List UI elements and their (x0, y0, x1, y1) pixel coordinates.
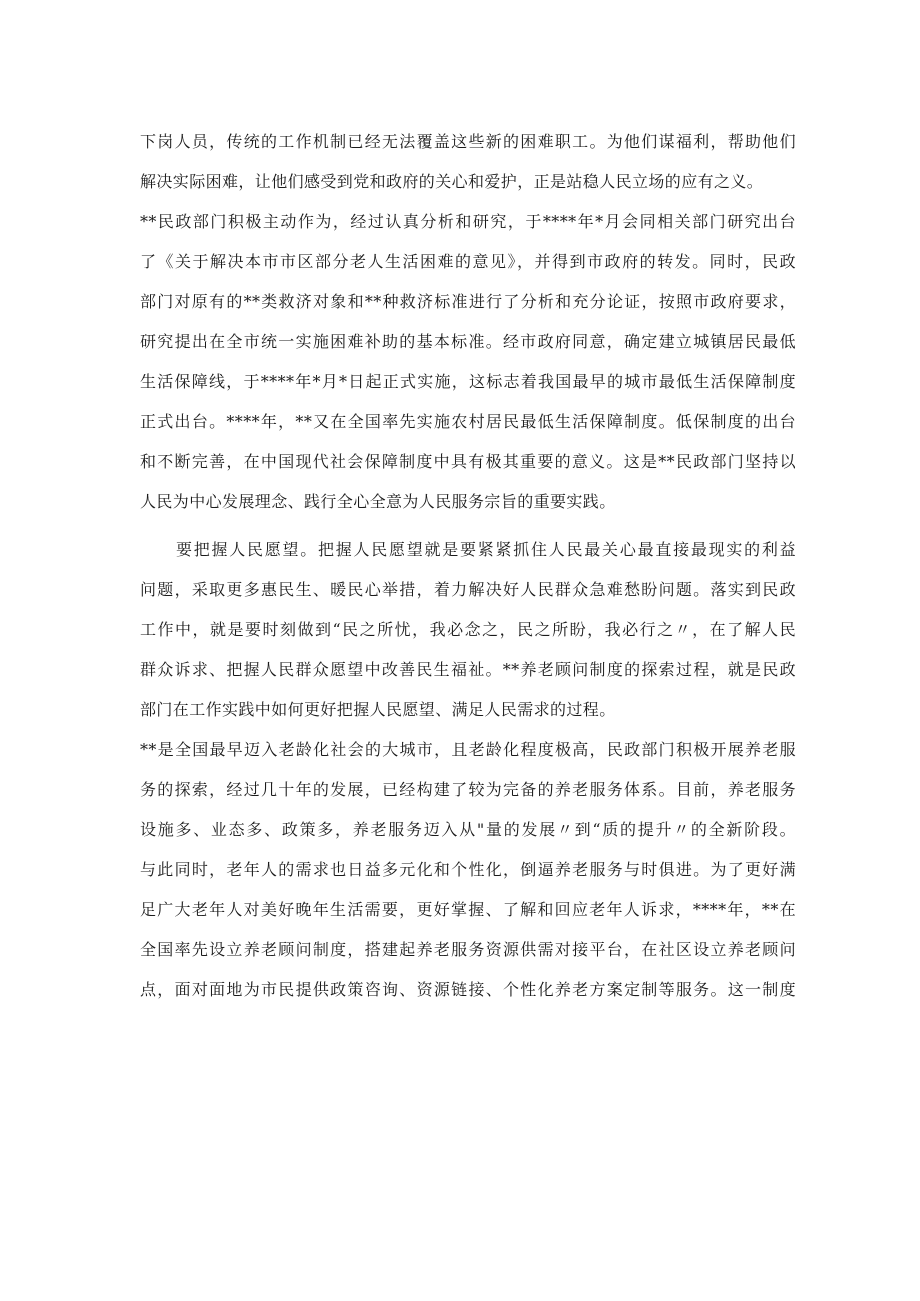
text-line: 足广大老年人对美好晚年生活需要，更好掌握、了解和回应老年人诉求，****年，**在 (140, 900, 796, 919)
text-line: 务的探索，经过几十年的发展，已经构建了较为完备的养老服务体系。目前，养老服务 (140, 780, 796, 799)
paragraph (140, 530, 796, 730)
text-line: 生活保障线，于****年*月*日起正式实施，这标志着我国最早的城市最低生活保障制度 (140, 372, 796, 391)
text-line: **民政部门积极主动作为，经过认真分析和研究，于****年*月会同相关部门研究出台 (140, 212, 796, 231)
text-line: 下岗人员，传统的工作机制已经无法覆盖这些新的困难职工。为他们谋福利，帮助他们 (140, 132, 796, 151)
text-line: 点，面对面地为市民提供政策咨询、资源链接、个性化养老方案定制等服务。这一制度 (140, 980, 796, 999)
text-line: 问题，采取更多惠民生、暖民心举措，着力解决好人民群众急难愁盼问题。落实到民政 (140, 580, 796, 599)
text-line: 要把握人民愿望。把握人民愿望就是要紧紧抓住人民最关心最直接最现实的利益 (176, 540, 796, 559)
document-body (140, 122, 796, 1010)
text-line: 设施多、业态多、政策多，养老服务迈入从"量的发展〃到“质的提升〃的全新阶段。 (140, 820, 796, 839)
text-line: **是全国最早迈入老龄化社会的大城市，且老龄化程度极高，民政部门积极开展养老服 (140, 740, 796, 759)
paragraph-spacer (140, 522, 796, 530)
paragraph (140, 730, 796, 1010)
text-line: 和不断完善，在中国现代社会保障制度中具有极其重要的意义。这是**民政部门坚持以 (140, 452, 796, 471)
text-line: 部门对原有的**类救济对象和**种救济标准进行了分析和充分论证，按照市政府要求， (140, 292, 796, 311)
text-line: 正式出台。****年，**又在全国率先实施农村居民最低生活保障制度。低保制度的出台 (140, 412, 796, 431)
text-line: 部门在工作实践中如何更好把握人民愿望、满足人民需求的过程。 (140, 700, 616, 719)
text-line: 与此同时，老年人的需求也日益多元化和个性化，倒逼养老服务与时俱进。为了更好满 (140, 860, 796, 879)
text-line: 全国率先设立养老顾问制度，搭建起养老服务资源供需对接平台，在社区设立养老顾问 (140, 940, 796, 959)
text-line: 工作中，就是要时刻做到“民之所忧，我必念之，民之所盼，我必行之〃，在了解人民 (140, 620, 796, 639)
paragraph (140, 122, 796, 202)
text-line: 了《关于解决本市市区部分老人生活困难的意见》，并得到市政府的转发。同时，民政 (140, 252, 796, 271)
text-line: 群众诉求、把握人民群众愿望中改善民生福祉。**养老顾问制度的探索过程，就是民政 (140, 660, 796, 679)
paragraph (140, 202, 796, 522)
text-line: 人民为中心发展理念、践行全心全意为人民服务宗旨的重要实践。 (140, 492, 616, 511)
text-line: 研究提出在全市统一实施困难补助的基本标准。经市政府同意，确定建立城镇居民最低 (140, 332, 796, 351)
text-line: 解决实际困难，让他们感受到党和政府的关心和爱护，正是站稳人民立场的应有之义。 (140, 172, 764, 191)
